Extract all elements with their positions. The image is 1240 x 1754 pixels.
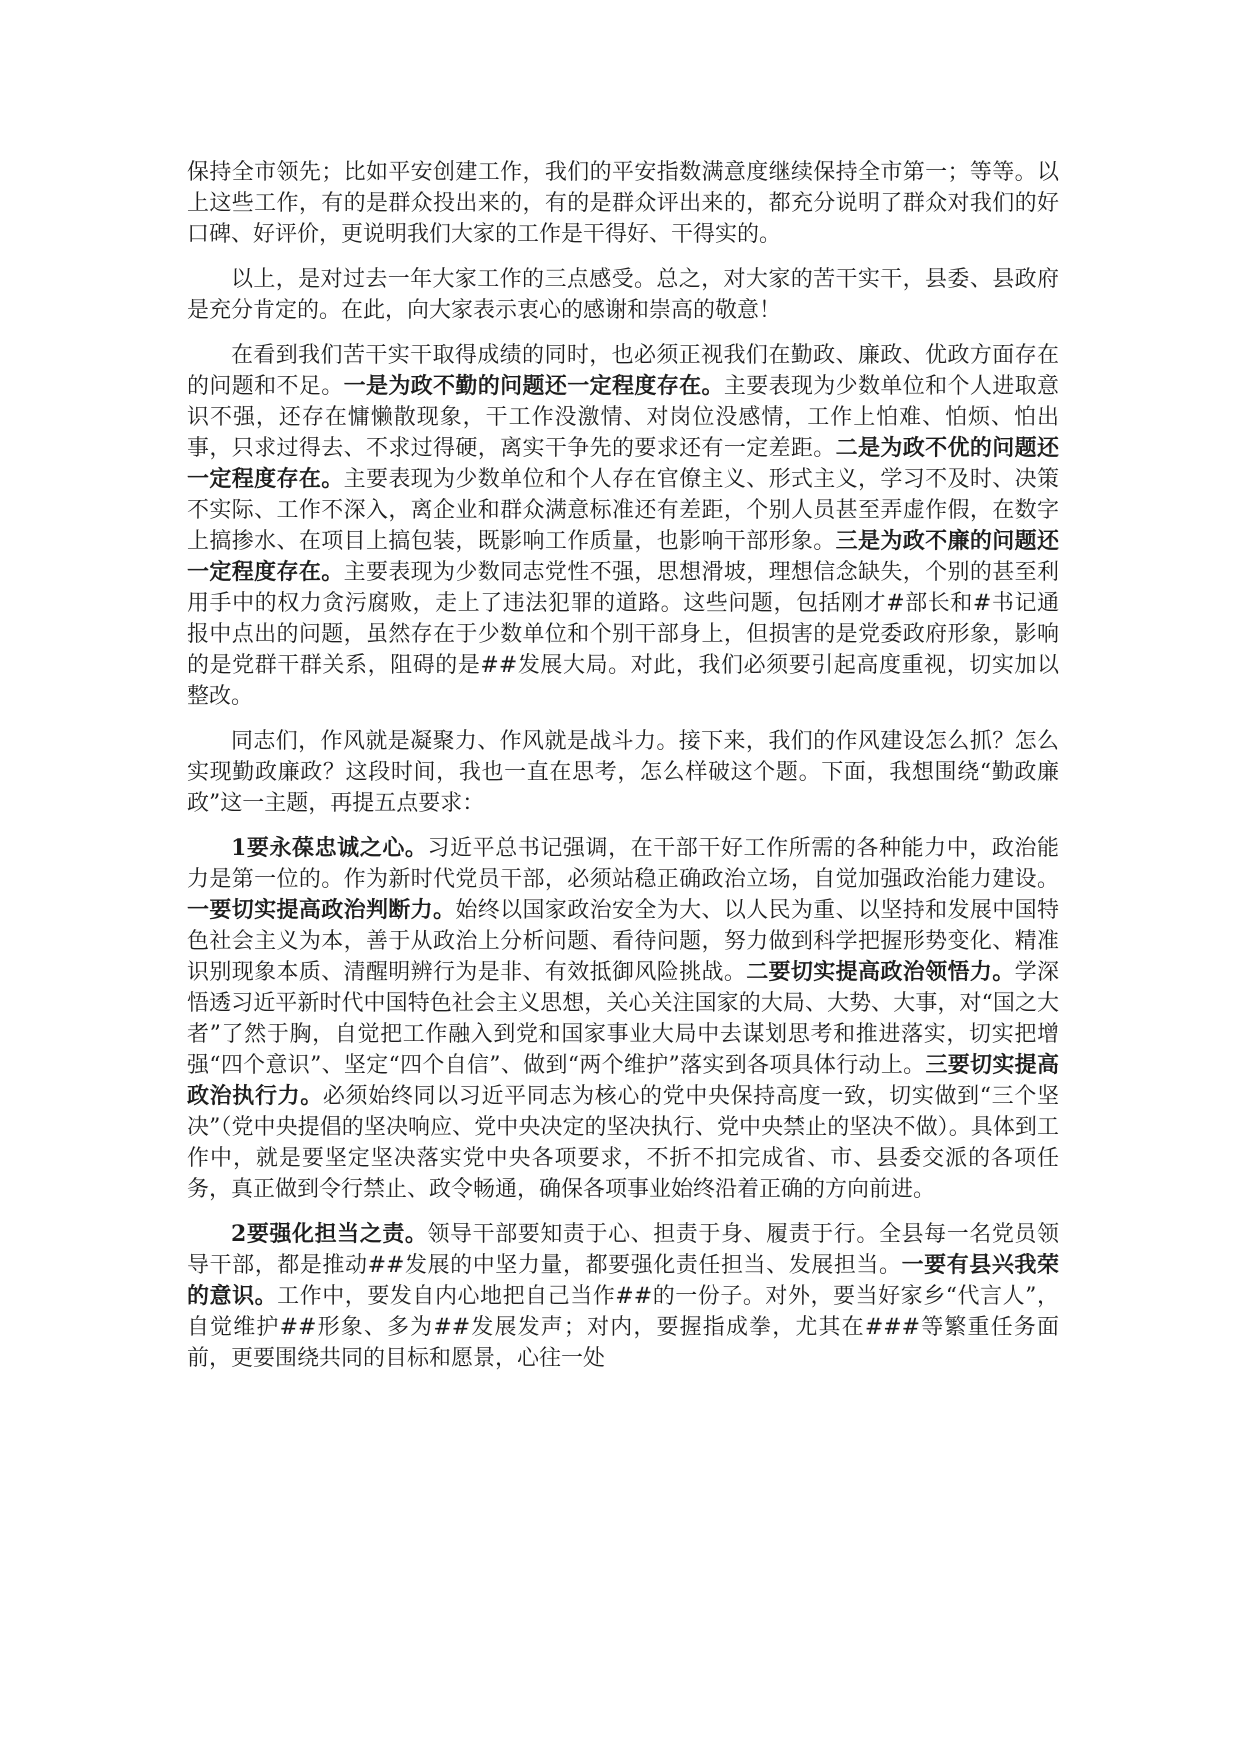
paragraph-5 bbox=[187, 833, 1059, 1205]
paragraph-3-text: 主要表现为少数单位和个人进取意识不强，还存在慵懒散现象，干工作没激情、对岗位没感情，工作上怕难、怕烦、怕出事，只求过得去、不求过得硬，离实干争先的要求还有一定差距。 bbox=[187, 374, 1059, 461]
paragraph-5-text: 必须始终同以习近平同志为核心的党中央保持高度一致，切实做到“三个坚决”（党中央提倡的坚决响应、党中央决定的坚决执行、党中央禁止的坚决不做）。具体到工作中，就是要坚定坚决落实党中央各项要求，不折不扣完成省、市、县委交派的各项任务，真正做到令行禁止、政令畅通，确保各项事业始终沿着正确的方向前进。 bbox=[187, 1084, 1059, 1202]
sub-heading-4: 一要有县兴我荣的意识。 bbox=[187, 1252, 1059, 1309]
requirement-heading-2: 2要强化担当之责。 bbox=[231, 1221, 428, 1247]
sub-heading-1: 一要切实提高政治判断力。 bbox=[187, 897, 456, 923]
paragraph-1 bbox=[187, 157, 1059, 250]
paragraph-3-text: 在看到我们苦干实干取得成绩的同时，也必须正视我们在勤政、廉政、优政方面存在的问题和不足。 bbox=[187, 343, 1059, 399]
paragraph-1-text: 保持全市领先；比如平安创建工作，我们的平安指数满意度继续保持全市第一；等等。以上这些工作，有的是群众投出来的，有的是群众评出来的，都充分说明了群众对我们的好口碑、好评价，更说明我们大家的工作是干得好、干得实的。 bbox=[187, 160, 1059, 247]
paragraph-2 bbox=[187, 264, 1059, 326]
paragraph-4 bbox=[187, 726, 1059, 819]
problem-heading-3: 三是为政不廉的问题还一定程度存在。 bbox=[187, 528, 1059, 585]
paragraph-5-text: 学深悟透习近平新时代中国特色社会主义思想，关心关注国家的大局、大势、大事，对“国之大者”了然于胸，自觉把工作融入到党和国家事业大局中去谋划思考和推进落实，切实把增强“四个意识”、坚定“四个自信”、做到“两个维护”落实到各项具体行动上。 bbox=[187, 960, 1059, 1078]
paragraph-3-text: 主要表现为少数单位和个人存在官僚主义、形式主义，学习不及时、决策不实际、工作不深入，离企业和群众满意标准还有差距，个别人员甚至弄虚作假，在数字上搞掺水、在项目上搞包装，既影响工作质量，也影响干部形象。 bbox=[187, 467, 1059, 554]
paragraph-2-text: 以上，是对过去一年大家工作的三点感受。总之，对大家的苦干实干，县委、县政府是充分肯定的。在此，向大家表示衷心的感谢和崇高的敬意！ bbox=[187, 267, 1059, 323]
paragraph-3 bbox=[187, 340, 1059, 712]
paragraph-6-text: 领导干部要知责于心、担责于身、履责于行。全县每一名党员领导干部，都是推动##发展的中坚力量，都要强化责任担当、发展担当。 bbox=[187, 1222, 1059, 1278]
paragraph-6 bbox=[187, 1219, 1059, 1374]
paragraph-3-text: 主要表现为少数同志党性不强，思想滑坡，理想信念缺失，个别的甚至利用手中的权力贪污腐败，走上了违法犯罪的道路。这些问题，包括刚才#部长和#书记通报中点出的问题，虽然存在于少数单位和个别干部身上，但损害的是党委政府形象，影响的是党群干群关系，阻碍的是##发展大局。对此，我们必须要引起高度重视，切实加以整改。 bbox=[187, 560, 1059, 709]
document-page bbox=[187, 157, 1059, 1388]
problem-heading-2: 二是为政不优的问题还一定程度存在。 bbox=[187, 435, 1059, 492]
sub-heading-3: 三要切实提高政治执行力。 bbox=[187, 1052, 1059, 1109]
requirement-heading-1: 1要永葆忠诚之心。 bbox=[231, 835, 428, 861]
paragraph-6-text: 工作中，要发自内心地把自己当作##的一份子。对外，要当好家乡“代言人”，自觉维护##形象、多为##发展发声；对内，要握指成拳，尤其在###等繁重任务面前，更要围绕共同的目标和愿景，心往一处 bbox=[187, 1284, 1059, 1371]
paragraph-5-text: 始终以国家政治安全为大、以人民为重、以坚持和发展中国特色社会主义为本，善于从政治上分析问题、看待问题，努力做到科学把握形势变化、精准识别现象本质、清醒明辨行为是非、有效抵御风险挑战。 bbox=[187, 898, 1059, 985]
paragraph-4-text: 同志们，作风就是凝聚力、作风就是战斗力。接下来，我们的作风建设怎么抓？怎么实现勤政廉政？这段时间，我也一直在思考，怎么样破这个题。下面，我想围绕“勤政廉政”这一主题，再提五点要求： bbox=[187, 729, 1059, 816]
sub-heading-2: 二要切实提高政治领悟力。 bbox=[746, 959, 1015, 985]
problem-heading-1: 一是为政不勤的问题还一定程度存在。 bbox=[343, 373, 724, 399]
paragraph-5-text: 习近平总书记强调，在干部干好工作所需的各种能力中，政治能力是第一位的。作为新时代党员干部，必须站稳正确政治立场，自觉加强政治能力建设。 bbox=[187, 836, 1059, 892]
